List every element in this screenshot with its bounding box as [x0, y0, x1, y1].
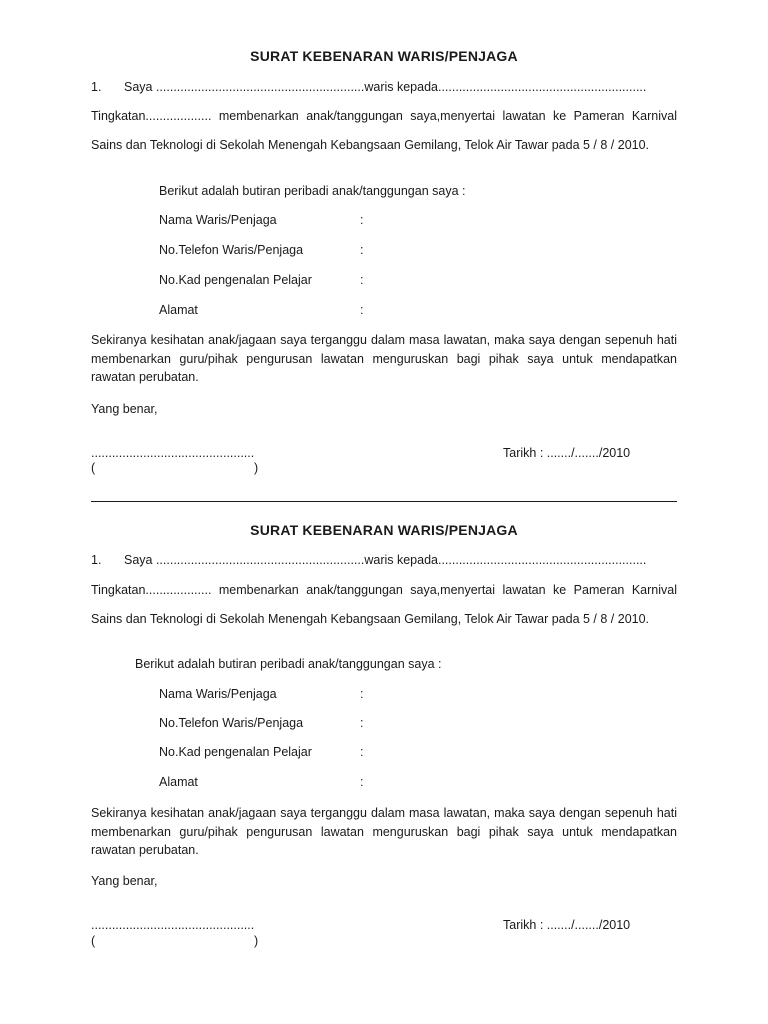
field-separator: : [360, 243, 364, 257]
name-bracket-open: ( [91, 461, 96, 475]
field-label-address: Alamat [159, 775, 198, 789]
details-intro: Berikut adalah butiran peribadi anak/tanggungan saya : [135, 657, 442, 671]
field-separator: : [360, 745, 364, 759]
guardian-line: Saya ............................................................waris kepada............................................................ [124, 80, 647, 94]
closing: Yang benar, [91, 402, 158, 416]
date-field: Tarikh : ......./......./2010 [503, 918, 631, 932]
date-field: Tarikh : ......./......./2010 [503, 446, 631, 460]
details-intro: Berikut adalah butiran peribadi anak/tanggungan saya : [159, 184, 466, 198]
name-bracket-close: ) [254, 934, 259, 948]
closing: Yang benar, [91, 874, 158, 888]
guardian-line: Saya ............................................................waris kepada............................................................ [124, 553, 647, 567]
item-number: 1. [91, 553, 102, 567]
field-label-guardian-name: Nama Waris/Penjaga [159, 213, 277, 227]
field-label-student-ic: No.Kad pengenalan Pelajar [159, 745, 312, 759]
permission-form-1 [0, 0, 768, 475]
name-bracket-close: ) [254, 461, 259, 475]
field-separator: : [360, 716, 364, 730]
permission-form-2 [0, 474, 768, 948]
field-label-address: Alamat [159, 303, 198, 317]
event-line: Sains dan Teknologi di Sekolah Menengah Kebangsaan Gemilang, Telok Air Tawar pada 5 / 8 / 2010. [91, 138, 650, 152]
item-number: 1. [91, 80, 102, 94]
field-separator: : [360, 303, 364, 317]
form-title: SURAT KEBENARAN WARIS/PENJAGA [250, 522, 518, 538]
class-consent-line: Tingkatan................... membenarkan anak/tanggungan saya,menyertai lawatan ke Pameran Karnival [91, 109, 677, 123]
form-title: SURAT KEBENARAN WARIS/PENJAGA [250, 48, 518, 64]
signature-line: ............................................... [91, 918, 255, 932]
field-separator: : [360, 775, 364, 789]
signature-line: ............................................... [91, 446, 255, 460]
field-label-guardian-phone: No.Telefon Waris/Penjaga [159, 716, 304, 730]
field-separator: : [360, 213, 364, 227]
field-separator: : [360, 273, 364, 287]
field-label-student-ic: No.Kad pengenalan Pelajar [159, 273, 312, 287]
field-label-guardian-name: Nama Waris/Penjaga [159, 687, 277, 701]
class-consent-line: Tingkatan................... membenarkan anak/tanggungan saya,menyertai lawatan ke Pameran Karnival [91, 583, 677, 597]
consent-paragraph: Sekiranya kesihatan anak/jagaan saya terganggu dalam masa lawatan, maka saya dengan sepenuh hati membenarkan guru/pihak pengurusan lawatan menguruskan bagi pihak saya untuk mendapatkan rawatan perubatan. [91, 333, 677, 384]
consent-paragraph: Sekiranya kesihatan anak/jagaan saya terganggu dalam masa lawatan, maka saya dengan sepenuh hati membenarkan guru/pihak pengurusan lawatan menguruskan bagi pihak saya untuk mendapatkan rawatan perubatan. [91, 806, 677, 857]
field-separator: : [360, 687, 364, 701]
name-bracket-open: ( [91, 934, 96, 948]
field-label-guardian-phone: No.Telefon Waris/Penjaga [159, 243, 304, 257]
event-line: Sains dan Teknologi di Sekolah Menengah Kebangsaan Gemilang, Telok Air Tawar pada 5 / 8 / 2010. [91, 612, 650, 626]
